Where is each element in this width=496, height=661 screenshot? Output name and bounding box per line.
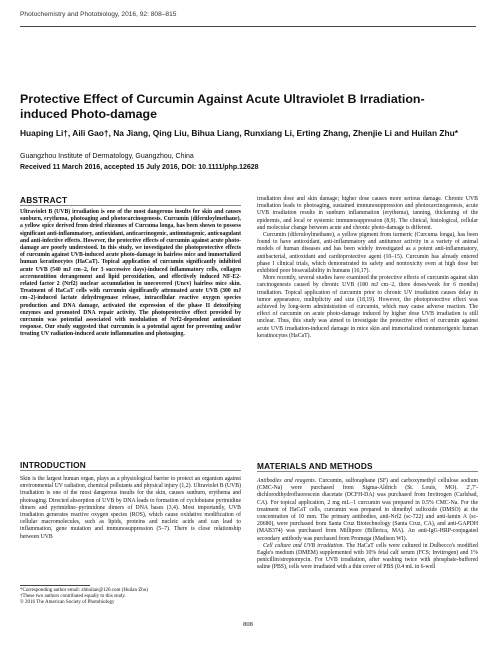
methods-subhead: Antibodies and reagents. — [257, 478, 317, 484]
methods-subhead: Cell culture and UVB irradiation. — [263, 542, 344, 549]
introduction-paragraph: Skin is the largest human organ, plays as a physiological barrier to protect an organism against environmental UV radiation, chemical pollutants and physical injury (1,2). Ultraviolet B (UVB) irradiation is one of the most dangerous insults for the skin, causes sunburn, erythema and photoaging. Directed absorption of UVB by DNA leads to formation of cyclobutane pyrimidine dimers and pyrimidine–pyrimidone dimers of DNA bases (3,4). Most importantly, UVB irradiation generates reactive oxygen species (ROS), which cause oxidative modification of cellular macromolecules, such as lipids, proteins and nucleic acids and can lead to inflammation, gene mutation and immunosuppression (5–7). There is close relationship between UVB — [20, 476, 241, 540]
methods-paragraph — [257, 478, 478, 543]
introduction-paragraph: Curcumin (diferuloylmethane), a yellow pigment from turmeric (Curcuma longa), has been found to have antioxidant, anti-inflammatory and antitumor activity in a variety of animal models of human diseases and has been widely investigated as a potent anti-inflammatory, antibacterial, antioxidant and cardioprotective agent (10–15). Curcumin has already entered phase I clinical trials, which demonstrated its safety and nontoxicity even at high dose but exhibited poor bioavailability in humans (16,17). — [257, 232, 478, 275]
introduction-continued — [257, 196, 478, 340]
article-title: Protective Effect of Curcumin Against Acute Ultraviolet B Irradiation-induced Photo-damage — [20, 92, 425, 121]
introduction-heading: INTRODUCTION — [20, 460, 87, 470]
abstract-text — [20, 209, 241, 339]
introduction-rule — [20, 470, 241, 471]
abstract-heading: ABSTRACT — [20, 195, 68, 205]
footnote-rule — [20, 585, 90, 586]
methods-text — [257, 478, 478, 572]
introduction-paragraph: More recently, several studies have examined the protective effects of curcumin against skin carcinogenesis caused by chronic UVB (180 mJ cm−2, three doses/week for 6 months) irradiation. Topical application of curcumin prior to chronic UV irradiation causes delay in tumor appearance, multiplicity and size (18,19). However, the photoprotective effect was achieved by long-term administration of curcumin, which may cause adverse reaction. The effect of curcumin on acute photo-damage induced by higher dose UVB irradiation is still unclear. Thus, this study was aimed to investigate the protective effect of curcumin against acute UVB irradiation-induced damage in mice skin and immortalized nontumorigenic human keratinocytes (HaCaT). — [257, 275, 478, 339]
journal-citation: Photochemistry and Photobiology, 2016, 92: 808–815 — [20, 11, 177, 18]
footnotes — [20, 588, 241, 607]
methods-paragraph-text: Curcumin, sulforaphane (SF) and carboxymethyl cellulose sodium (CMC-Na) were purchased from Sigma-Aldrich (St. Louis, MO). 2′,7′-dichlorodihydrofluorescein diacetate (DCFH-DA) was purchased from Invitrogen (Carlsbad, CA). For topical application, 2 mg mL−1 curcumin was prepared in 0.5% CMC-Na. For the treatment of HaCaT cells, curcumin was prepared in dimethyl sulfoxide (DMSO) at the concentration of 10 mm. The primary antibodies, anti-Nrf2 (sc-722) and anti-lamin A (sc-20680), were purchased from Santa Cruz Biotechnology (Santa Cruz, CA), and anti-GAPDH (MAB374) was purchased from Millipore (Billerica, MA). An anti-IgG-HRP-conjugated secondary antibody was purchased from Promega (Madison WI). — [257, 478, 478, 542]
header-rule — [20, 26, 476, 27]
equal-contribution-note: †These two authors contributed equally to this study. — [20, 594, 126, 600]
copyright-note: © 2016 The American Society of Photobiology — [20, 600, 115, 606]
page-number: 808 — [243, 621, 253, 628]
affiliation: Guangzhou Institute of Dermatology, Guangzhou, China — [20, 153, 194, 160]
methods-heading: MATERIALS AND METHODS — [257, 461, 373, 471]
methods-paragraph-text: The HaCaT cells were cultured in Dulbecco's modified Eagle's medium (DMEM) supplemented with 10% fetal calf serum (FCS; Invitrogen) and 1% penicillin/streptomycin. For UVB irradiation, after washing twice with phosphate-buffered saline (PBS), cells were irradiated with a thin cover of PBS (0.4 mL in 6-well — [257, 542, 478, 571]
abstract-rule — [20, 205, 241, 206]
corresponding-author-note: *Corresponding author email: zhhuilan@126.com (Huilan Zhu) — [20, 588, 148, 593]
received-accepted-doi: Received 11 March 2016, accepted 15 July 2016, DOI: 10.1111/php.12628 — [20, 164, 259, 171]
introduction-text — [20, 476, 241, 541]
methods-rule — [257, 471, 478, 472]
introduction-paragraph: irradiation dose and skin damage; higher dose causes more serious damage. Chronic UVB irradiation leads to photoaging, sustained immunosuppression and photocarcinogenesis, acute UVB irradiation results in sunburn inflammation (erythema), tanning, thickening of the epidermis, and local or systemic immunosuppression (8,9). The clinical, histological, cellular and molecular change between acute and chronic photo-damage is different. — [257, 196, 478, 231]
methods-paragraph — [257, 543, 478, 572]
abstract-paragraph: Ultraviolet B (UVB) irradiation is one of the most dangerous insults for skin and causes sunburn, erythema, photoaging and photocarcinogenesis. Curcumin (diferuloylmethane), a yellow spice derived from dried rhizomes of Curcuma longa, has been shown to possess significant anti-inflammatory, antioxidant, anticarcinogenic, antimutagenic, anticoagulant and anti-infective effects. However, the protective effects of curcumin against acute photo-damage are poorly understood. In this study, we investigated the photoprotective effects of curcumin against UVB-induced acute photo-damage in hairless mice and immortalized human keratinocytes (HaCaT). Topical application of curcumin significantly inhibited acute UVB (540 mJ cm−2, for 3 successive days)-induced inflammatory cells, collagen accrementition derangement and lipid peroxidation, and effectively induced NF-E2-related factor 2 (Nrf2) nuclear accumulation in unecovered (Uncv) hairless mice skin. Treatment of HaCaT cells with curcumin significantly attenuated acute UVB (300 mJ cm−2)-induced lactate dehydrogenase release, intracellular reactive oxygen species production and DNA damage, activated the expression of the phase II detoxifying enzymes and promoted DNA repair activity. The photoprotective effect provided by curcumin was potential associated with modulation of Nrf2-dependent antioxidant response. Our study suggested that curcumin is a potential agent for preventing and/or treating UV radiation-induced acute inflammation and photoaging. — [20, 209, 241, 338]
author-list: Huaping Li†, Aili Gao†, Na Jiang, Qing Liu, Bihua Liang, Runxiang Li, Erting Zhang, Zhenjie Li and Huilan Zhu* — [20, 128, 458, 138]
